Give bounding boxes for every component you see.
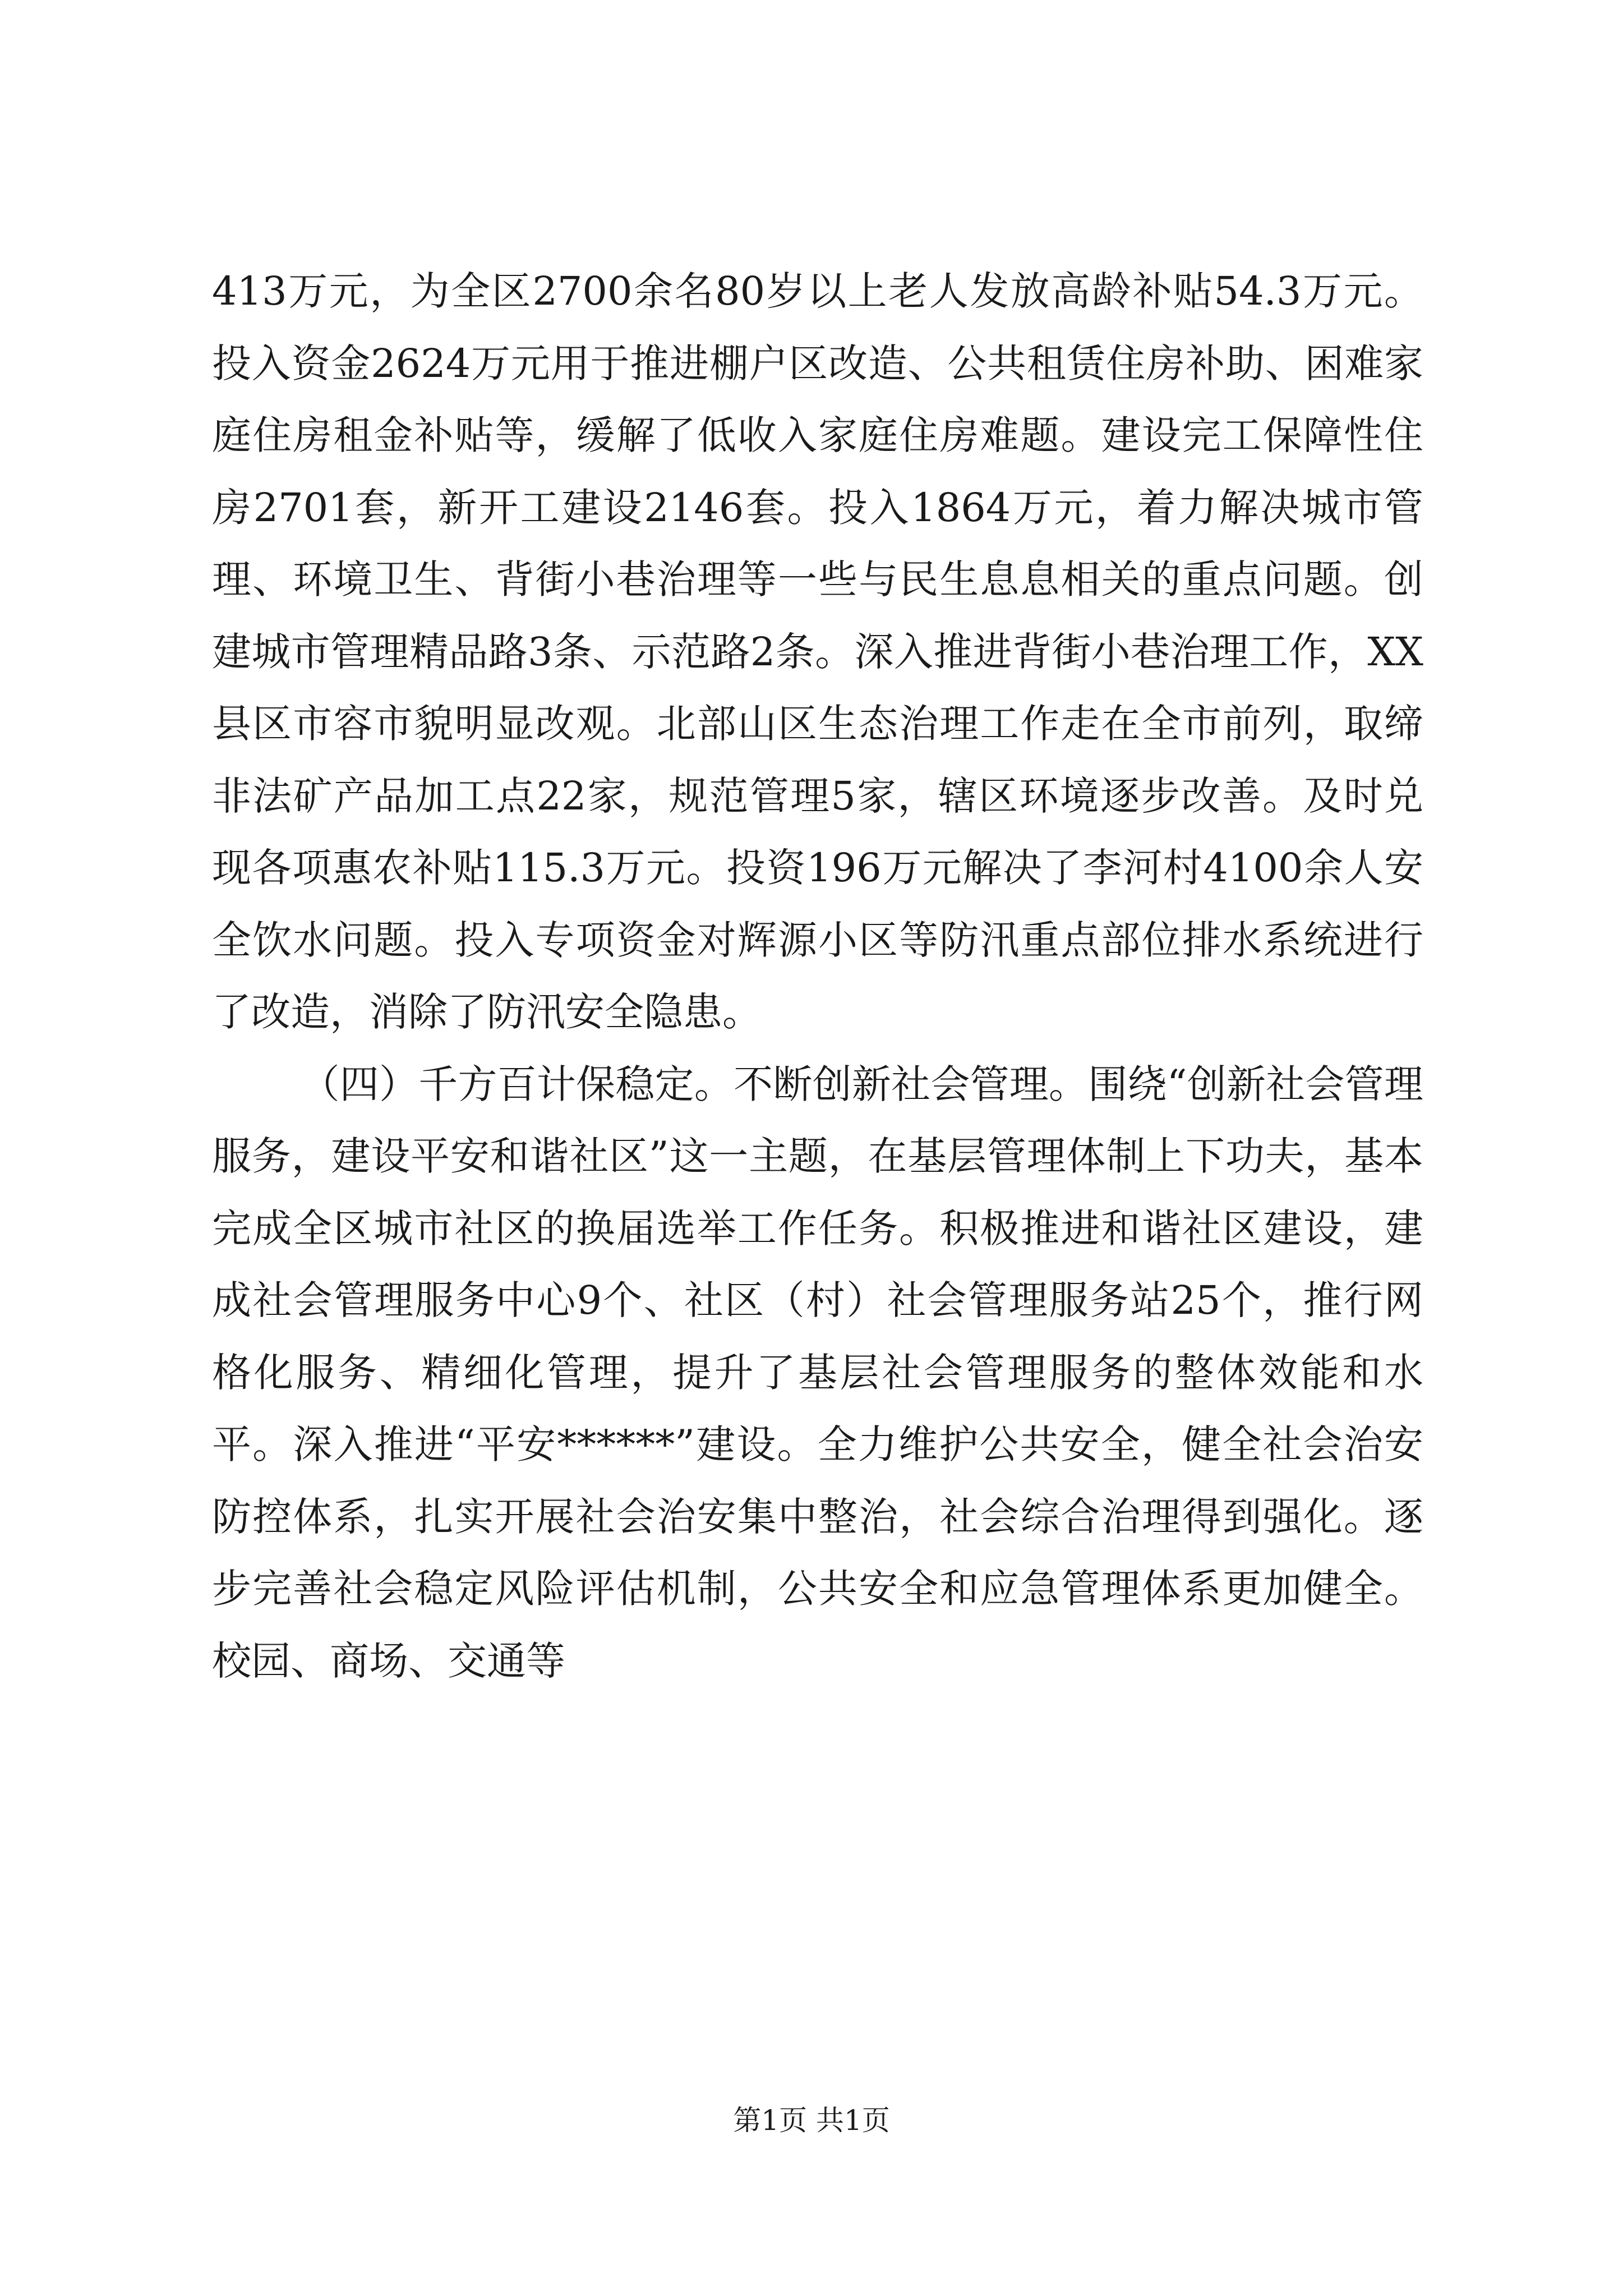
page-footer: 第1页 共1页 xyxy=(733,2104,890,2137)
paragraph-1: 413万元，为全区2700余名80岁以上老人发放高龄补贴54.3万元。投入资金2624万元用于推进棚户区改造、公共租赁住房补助、困难家庭住房租金补贴等，缓解了低收入家庭住房难题。建设完工保障性住房2701套，新开工建设2146套。投入1864万元，着力解决城市管理、环境卫生、背街小巷治理等一些与民生息息相关的重点问题。创建城市管理精品路3条、示范路2条。深入推进背街小巷治理工作，XX县区市容市貌明显改观。北部山区生态治理工作走在全市前列，取缔非法矿产品加工点22家，规范管理5家，辖区环境逐步改善。及时兑现各项惠农补贴115.3万元。投资196万元解决了李河村4100余人安全饮水问题。投入专项资金对辉源小区等防汛重点部位排水系统进行了改造，消除了防汛安全隐患。 xyxy=(212,268,1423,1035)
paragraph-2: （四）千方百计保稳定。不断创新社会管理。围绕“创新社会管理服务，建设平安和谐社区”这一主题，在基层管理体制上下功夫，基本完成全区城市社区的换届选举工作任务。积极推进和谐社区建设，建成社会管理服务中心9个、社区（村）社会管理服务站25个，推行网格化服务、精细化管理，提升了基层社会管理服务的整体效能和水平。深入推进“平安******”建设。全力维护公共安全，健全社会治安防控体系，扎实开展社会治安集中整治，社会综合治理得到强化。逐步完善社会稳定风险评估机制，公共安全和应急管理体系更加健全。校园、商场、交通等 xyxy=(212,1061,1423,1684)
document-body xyxy=(212,255,1423,1697)
